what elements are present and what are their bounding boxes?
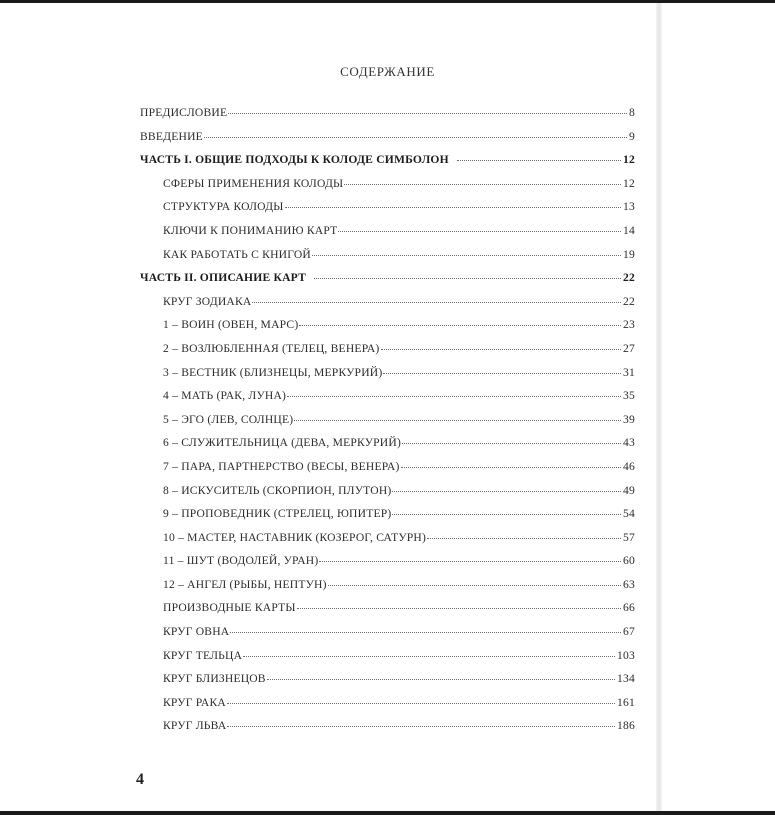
toc-entry-label: 12 – АНГЕЛ (РЫБЫ, НЕПТУН): [163, 577, 327, 591]
toc-entry: [140, 460, 635, 484]
toc-leader-dots: [285, 206, 621, 208]
toc-leader-dots: [287, 395, 621, 397]
toc-leader-dots: [344, 183, 621, 185]
toc-entry: [140, 601, 635, 625]
toc-entry: [140, 200, 635, 224]
toc-entry: [140, 271, 635, 295]
toc-entry: [140, 106, 635, 130]
toc-entry-page: 12: [623, 153, 635, 167]
toc-leader-dots: [267, 678, 615, 680]
toc-entry: [140, 295, 635, 319]
toc-leader-dots: [243, 655, 615, 657]
toc-entry-page: 49: [623, 483, 635, 497]
toc-entry-page: 67: [623, 625, 635, 639]
toc-entry-label: 6 – СЛУЖИТЕЛЬНИЦА (ДЕВА, МЕРКУРИЙ): [163, 436, 402, 450]
toc-entry: [140, 318, 635, 342]
toc-entry: [140, 413, 635, 437]
toc-entry-page: 8: [629, 106, 635, 119]
toc-entry-page: 12: [623, 176, 635, 190]
toc-entry-label: 4 – МАТЬ (РАК, ЛУНА): [163, 389, 287, 403]
toc-leader-dots: [299, 324, 621, 326]
toc-entry-page: 35: [623, 389, 635, 403]
toc-entry-page: 54: [623, 507, 635, 521]
toc-entry: [140, 531, 635, 555]
toc-leader-dots: [427, 537, 621, 539]
toc-entry-label: КРУГ БЛИЗНЕЦОВ: [163, 672, 266, 686]
toc-entry-label: 1 – ВОИН (ОВЕН, МАРС): [163, 318, 299, 332]
toc-entry-label: 10 – МАСТЕР, НАСТАВНИК (КОЗЕРОГ, САТУРН): [163, 530, 427, 544]
toc-entry-page: 39: [623, 412, 635, 426]
toc-entry: [140, 484, 635, 508]
toc-entry-page: 43: [623, 436, 635, 450]
page-title: СОДЕРЖАНИЕ: [340, 64, 435, 79]
toc-entry-page: 161: [617, 695, 635, 709]
toc-entry: [140, 248, 635, 272]
toc-leader-dots: [457, 159, 621, 161]
page-number: 4: [136, 771, 144, 788]
toc-entry-page: 46: [623, 459, 635, 473]
toc-entry-page: 103: [617, 648, 635, 662]
toc-entry: [140, 649, 635, 673]
toc-entry-page: 57: [623, 530, 635, 544]
toc-entry-page: 60: [623, 554, 635, 568]
toc-leader-dots: [228, 112, 627, 114]
toc-entry-label: КРУГ ЛЬВА: [163, 719, 227, 733]
toc-leader-dots: [401, 466, 621, 468]
toc-leader-dots: [383, 372, 621, 374]
table-of-contents: [140, 106, 635, 743]
toc-entry: [140, 625, 635, 649]
toc-leader-dots: [230, 631, 621, 633]
toc-entry-label: 3 – ВЕСТНИК (БЛИЗНЕЦЫ, МЕРКУРИЙ): [163, 365, 383, 379]
toc-entry-page: 27: [623, 341, 635, 355]
toc-entry-label: КРУГ ТЕЛЬЦА: [163, 648, 243, 662]
toc-entry-page: 134: [617, 672, 635, 686]
toc-entry-label: СТРУКТУРА КОЛОДЫ: [163, 200, 284, 214]
toc-entry-page: 31: [623, 365, 635, 379]
toc-entry-page: 22: [623, 294, 635, 308]
toc-entry-page: 14: [623, 223, 635, 237]
toc-entry: [140, 153, 635, 177]
toc-entry: [140, 342, 635, 366]
toc-entry-page: 186: [617, 719, 635, 733]
toc-leader-dots: [314, 277, 621, 279]
toc-entry-page: 66: [623, 601, 635, 615]
toc-leader-dots: [204, 136, 627, 138]
toc-entry-label: КРУГ ЗОДИАКА: [163, 294, 252, 308]
toc-entry: [140, 366, 635, 390]
toc-entry-page: 23: [623, 318, 635, 332]
toc-entry-label: 7 – ПАРА, ПАРТНЕРСТВО (ВЕСЫ, ВЕНЕРА): [163, 459, 400, 473]
toc-entry-page: 63: [623, 577, 635, 591]
toc-leader-dots: [392, 513, 621, 515]
toc-entry-label: 9 – ПРОПОВЕДНИК (СТРЕЛЕЦ, ЮПИТЕР): [163, 507, 392, 521]
toc-entry-label: 2 – ВОЗЛЮБЛЕННАЯ (ТЕЛЕЦ, ВЕНЕРА): [163, 341, 380, 355]
toc-entry: [140, 672, 635, 696]
toc-leader-dots: [297, 607, 621, 609]
toc-entry: [140, 578, 635, 602]
toc-entry-label: 11 – ШУТ (ВОДОЛЕЙ, УРАН): [163, 554, 319, 568]
toc-entry-label: КЛЮЧИ К ПОНИМАНИЮ КАРТ: [163, 223, 338, 237]
toc-entry: [140, 177, 635, 201]
toc-entry-label: ПРЕДИСЛОВИЕ: [140, 106, 228, 119]
toc-entry: [140, 130, 635, 154]
toc-leader-dots: [328, 584, 621, 586]
toc-entry-page: 19: [623, 247, 635, 261]
toc-entry-label: 8 – ИСКУСИТЕЛЬ (СКОРПИОН, ПЛУТОН): [163, 483, 392, 497]
toc-entry: [140, 554, 635, 578]
toc-leader-dots: [402, 442, 621, 444]
toc-entry-page: 13: [623, 200, 635, 214]
toc-entry-label: ЧАСТЬ I. ОБЩИЕ ПОДХОДЫ К КОЛОДЕ СИМБОЛОН: [140, 153, 449, 167]
toc-entry-label: КРУГ РАКА: [163, 695, 226, 709]
toc-leader-dots: [312, 254, 621, 256]
toc-leader-dots: [227, 725, 615, 727]
toc-entry-label: ПРОИЗВОДНЫЕ КАРТЫ: [163, 601, 296, 615]
toc-entry: [140, 507, 635, 531]
toc-entry: [140, 224, 635, 248]
toc-entry-label: СФЕРЫ ПРИМЕНЕНИЯ КОЛОДЫ: [163, 176, 344, 190]
toc-leader-dots: [252, 301, 621, 303]
toc-entry: [140, 389, 635, 413]
toc-leader-dots: [319, 560, 621, 562]
toc-entry-page: 9: [629, 129, 635, 143]
toc-entry-label: КРУГ ОВНА: [163, 625, 230, 639]
toc-leader-dots: [381, 348, 622, 350]
toc-leader-dots: [294, 419, 621, 421]
toc-leader-dots: [227, 702, 615, 704]
toc-entry-label: ЧАСТЬ II. ОПИСАНИЕ КАРТ: [140, 271, 307, 285]
toc-entry-label: ВВЕДЕНИЕ: [140, 129, 203, 143]
page-edge-shadow: [656, 3, 662, 811]
toc-entry-label: 5 – ЭГО (ЛЕВ, СОЛНЦЕ): [163, 412, 294, 426]
toc-entry: [140, 436, 635, 460]
toc-entry: [140, 696, 635, 720]
toc-entry-label: КАК РАБОТАТЬ С КНИГОЙ: [163, 247, 311, 261]
bottom-border: [0, 811, 775, 815]
toc-leader-dots: [338, 230, 621, 232]
toc-leader-dots: [392, 490, 621, 492]
toc-entry: [140, 719, 635, 743]
toc-entry-page: 22: [623, 271, 635, 285]
